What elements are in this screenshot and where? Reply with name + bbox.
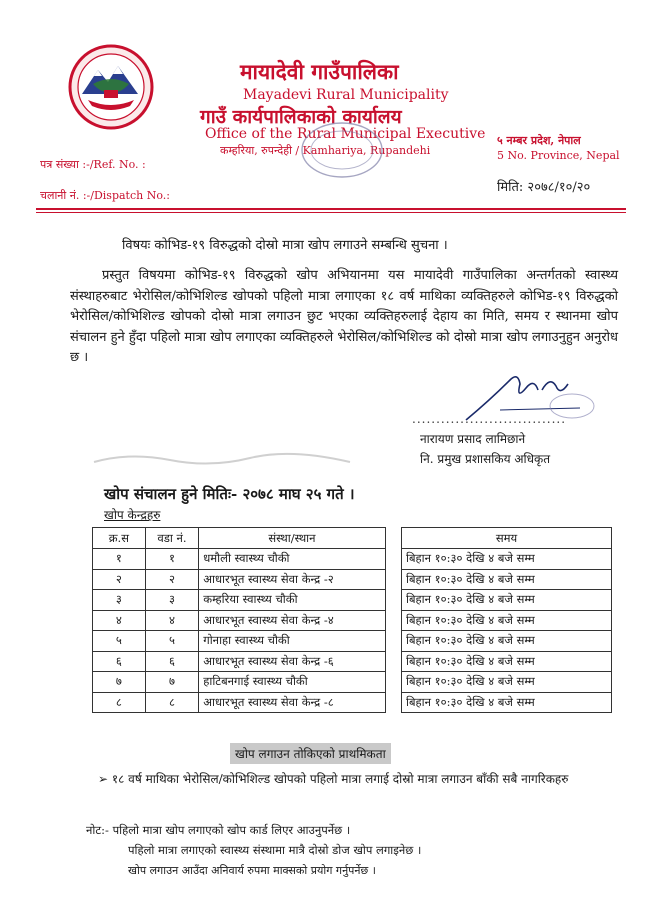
note-line-1: नोट:- पहिलो मात्रा खोप लगाएको खोप कार्ड लिएर आउनुपर्नेछ । bbox=[86, 823, 351, 837]
cell-time: बिहान १०:३० देखि ४ बजे सम्म bbox=[401, 590, 611, 611]
table-row bbox=[93, 610, 612, 631]
table-row bbox=[93, 631, 612, 652]
cell-time: बिहान १०:३० देखि ४ बजे सम्म bbox=[401, 651, 611, 672]
cell-institution: गोनाहा स्वास्थ्य चौकी bbox=[199, 631, 385, 652]
signature-line: ................................ bbox=[412, 412, 567, 426]
cell-sn: ८ bbox=[93, 692, 146, 713]
province-nepali: ५ नम्बर प्रदेश, नेपाल bbox=[497, 134, 581, 147]
cell-ward: ५ bbox=[145, 631, 199, 652]
table-row bbox=[93, 569, 612, 590]
table-row bbox=[93, 549, 612, 570]
cell-ward: ४ bbox=[145, 610, 199, 631]
column-gap bbox=[385, 651, 401, 672]
dispatch-number-label: चलानी नं. :-/Dispatch No.: bbox=[40, 189, 170, 202]
cell-time: बिहान १०:३० देखि ४ बजे सम्म bbox=[401, 692, 611, 713]
office-seal-stamp-icon bbox=[296, 118, 388, 182]
letter-body: प्रस्तुत विषयमा कोभिड-१९ विरुद्धको खोप अभियानमा यस मायादेवी गाउँपालिका अन्तर्गतको स्वास्थ्य संस्थाहरुबाट भेरोसिल/कोभिशिल्ड खोपको पहिलो मात्रा लगाएका १८ वर्ष माथिका व्यक्तिहरुले कोभिड-१९ विरुद्धको भेरोसिल/कोभिशिल्ड खोपको दोस्रो मात्रा लगाउन छुट भएका व्यक्तिहरुलाई देहाय का मिति, समय र स्थानमा खोप संचालन हुने हुँदा पहिलो मात्रा खोप लगाएका व्यक्तिहरुले भेरोसिल/कोभिशिल्ड को दोस्रो मात्रा खोप लगाउनुहुन अनुरोध छ । bbox=[70, 268, 618, 365]
cell-ward: ६ bbox=[145, 651, 199, 672]
letter-subject: विषयः कोभिड-१९ विरुद्धको दोस्रो मात्रा खोप लगाउने सम्बन्धि सुचना । bbox=[122, 238, 448, 253]
column-gap bbox=[385, 528, 401, 549]
column-gap bbox=[385, 549, 401, 570]
cell-ward: २ bbox=[145, 569, 199, 590]
table-row bbox=[93, 672, 612, 693]
signatory-title: नि. प्रमुख प्रशासकिय अधिकृत bbox=[420, 452, 551, 466]
table-row bbox=[93, 590, 612, 611]
cell-institution: आधारभूत स्वास्थ्य सेवा केन्द्र -६ bbox=[199, 651, 385, 672]
cell-ward: १ bbox=[145, 549, 199, 570]
cell-sn: २ bbox=[93, 569, 146, 590]
cell-time: बिहान १०:३० देखि ४ बजे सम्म bbox=[401, 672, 611, 693]
cell-institution: आधारभूत स्वास्थ्य सेवा केन्द्र -४ bbox=[199, 610, 385, 631]
cell-sn: ७ bbox=[93, 672, 146, 693]
vaccination-date-heading: खोप संचालन हुने मितिः- २०७८ माघ २५ गते । bbox=[104, 485, 355, 503]
cell-time: बिहान १०:३० देखि ४ बजे सम्म bbox=[401, 631, 611, 652]
cell-ward: ३ bbox=[145, 590, 199, 611]
cell-institution: हाटिबनगाई स्वास्थ्य चौकी bbox=[199, 672, 385, 693]
priority-heading: खोप लगाउन तोकिएको प्राथमिकता bbox=[230, 743, 391, 764]
cell-sn: ४ bbox=[93, 610, 146, 631]
column-gap bbox=[385, 672, 401, 693]
cell-sn: ६ bbox=[93, 651, 146, 672]
letterhead-divider-top bbox=[36, 208, 626, 210]
column-header-time: समय bbox=[401, 528, 611, 549]
signatory-name: नारायण प्रसाद लामिछाने bbox=[420, 432, 526, 446]
letterhead-divider-bottom bbox=[36, 212, 626, 213]
table-row bbox=[93, 651, 612, 672]
vaccination-centers-heading: खोप केन्द्रहरु bbox=[104, 508, 161, 522]
cell-sn: ३ bbox=[93, 590, 146, 611]
note-line-2: पहिलो मात्रा लगाएको स्वास्थ्य संस्थामा मात्रै दोस्रो डोज खोप लगाइनेछ । bbox=[128, 843, 422, 857]
cell-sn: ५ bbox=[93, 631, 146, 652]
address-nepali: कम्हरिया, रुपन्देही bbox=[220, 144, 292, 157]
note-line-3: खोप लगाउन आउँदा अनिवार्य रुपमा माक्सको प्रयोग गर्नुपर्नेछ । bbox=[128, 864, 376, 877]
cell-ward: ८ bbox=[145, 692, 199, 713]
column-header-institution: संस्था/स्थान bbox=[199, 528, 385, 549]
cell-time: बिहान १०:३० देखि ४ बजे सम्म bbox=[401, 569, 611, 590]
cell-sn: १ bbox=[93, 549, 146, 570]
table-row bbox=[93, 692, 612, 713]
ref-number-label: पत्र संख्या :-/Ref. No. : bbox=[40, 158, 146, 171]
priority-item: ➢ १८ वर्ष माथिका भेरोसिल/कोभिशिल्ड खोपको पहिलो मात्रा लगाई दोस्रो मात्रा लगाउन बाँकी सबै नागरिकहरु bbox=[98, 772, 569, 786]
column-gap bbox=[385, 631, 401, 652]
address-english: Kamhariya, Rupandehi bbox=[302, 144, 431, 157]
vaccination-centers-table bbox=[92, 527, 612, 713]
cell-institution: आधारभूत स्वास्थ्य सेवा केन्द्र -८ bbox=[199, 692, 385, 713]
address-line: कम्हरिया, रुपन्देही / Kamhariya, Rupandehi bbox=[220, 144, 431, 157]
office-name-english: Office of the Rural Municipal Executive bbox=[205, 126, 486, 142]
column-gap bbox=[385, 569, 401, 590]
column-gap bbox=[385, 692, 401, 713]
office-name-nepali: गाउँ कार्यपालिकाको कार्यालय bbox=[200, 106, 402, 128]
column-gap bbox=[385, 590, 401, 611]
column-gap bbox=[385, 610, 401, 631]
faint-bleed-through-marks-icon bbox=[90, 440, 370, 480]
cell-time: बिहान १०:३० देखि ४ बजे सम्म bbox=[401, 610, 611, 631]
municipality-name-english: Mayadevi Rural Municipality bbox=[243, 87, 449, 103]
nepal-emblem-logo-icon bbox=[68, 44, 154, 130]
municipality-name-nepali: मायादेवी गाउँपालिका bbox=[240, 59, 399, 84]
column-header-sn: क्र.स bbox=[93, 528, 146, 549]
cell-institution: कम्हरिया स्वास्थ्य चौकी bbox=[199, 590, 385, 611]
table-header-row bbox=[93, 528, 612, 549]
cell-ward: ७ bbox=[145, 672, 199, 693]
column-header-ward: वडा नं. bbox=[145, 528, 199, 549]
province-english: 5 No. Province, Nepal bbox=[497, 149, 620, 162]
letter-date: मिति: २०७८/१०/२० bbox=[497, 180, 591, 195]
cell-time: बिहान १०:३० देखि ४ बजे सम्म bbox=[401, 549, 611, 570]
cell-institution: आधारभूत स्वास्थ्य सेवा केन्द्र -२ bbox=[199, 569, 385, 590]
cell-institution: धमौली स्वास्थ्य चौकी bbox=[199, 549, 385, 570]
